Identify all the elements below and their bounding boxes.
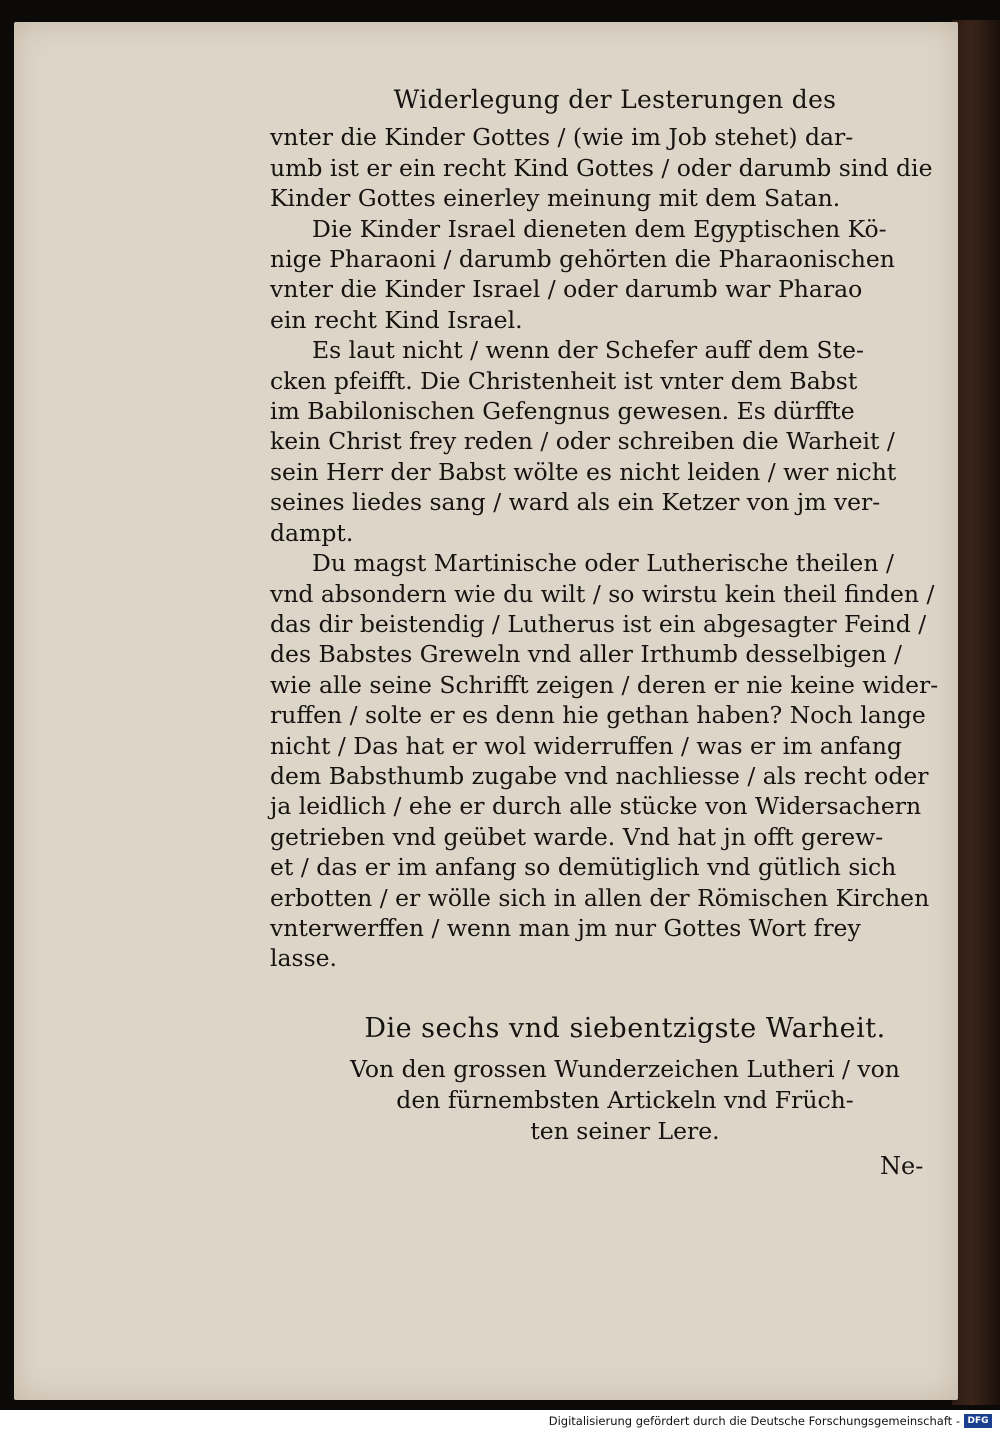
running-head: Widerlegung der Lesterungen des [393, 85, 837, 114]
text-line: das dir beistendig / Lutherus ist ein abgesagter Feind / [270, 609, 927, 638]
text-line: lasse. [270, 944, 338, 973]
dfg-logo: DFG [964, 1414, 992, 1428]
subtitle-line: ten seiner Lere. [530, 1117, 720, 1145]
catchword: Ne- [880, 1152, 924, 1180]
text-lines [270, 122, 960, 973]
text-line: vnterwerffen / wenn man jm nur Gottes Wort frey [270, 913, 861, 942]
text-line: Die Kinder Israel dieneten dem Egyptischen Kö- [312, 214, 887, 243]
text-line: dampt. [270, 518, 354, 547]
text-line: des Babstes Greweln vnd aller Irthumb desselbigen / [270, 640, 902, 669]
text-line: getrieben vnd geübet warde. Vnd hat jn offt gerew- [270, 822, 884, 851]
text-line: sein Herr der Babst wölte es nicht leiden / wer nicht [270, 457, 897, 486]
chapter-heading-block [300, 1012, 950, 1147]
chapter-subtitle [300, 1054, 950, 1147]
text-line: Kinder Gottes einerley meinung mit dem Satan. [270, 184, 841, 213]
text-line: Es laut nicht / wenn der Schefer auff dem Ste- [312, 336, 864, 365]
text-line: kein Christ frey reden / oder schreiben die Warheit / [270, 427, 895, 456]
text-line: ein recht Kind Israel. [270, 305, 523, 334]
text-line: nicht / Das hat er wol widerruffen / was er im anfang [270, 731, 902, 760]
text-line: seines liedes sang / ward als ein Ketzer von jm ver- [270, 488, 881, 517]
text-line: erbotten / er wölle sich in allen der Römischen Kirchen [270, 883, 930, 912]
text-line: dem Babsthumb zugabe vnd nachliesse / als recht oder [270, 761, 929, 790]
text-line: vnter die Kinder Gottes / (wie im Job stehet) dar- [270, 123, 854, 152]
text-line: ruffen / solte er es denn hie gethan haben? Noch lange [270, 701, 926, 730]
subtitle-line: den fürnembsten Artickeln vnd Früch- [396, 1086, 854, 1114]
text-line: umb ist er ein recht Kind Gottes / oder darumb sind die [270, 153, 933, 182]
subtitle-line: Von den grossen Wunderzeichen Lutheri / von [350, 1055, 900, 1083]
text-line: nige Pharaoni / darumb gehörten die Pharaonischen [270, 245, 895, 274]
text-line: vnter die Kinder Israel / oder darumb war Pharao [270, 275, 863, 304]
digitization-credit: Digitalisierung gefördert durch die Deutsche Forschungsgemeinschaft - [548, 1414, 960, 1428]
text-line: im Babilonischen Gefengnus gewesen. Es dürffte [270, 397, 855, 426]
text-line: wie alle seine Schrifft zeigen / deren er nie keine wider- [270, 670, 939, 699]
text-line: vnd absondern wie du wilt / so wirstu kein theil finden / [270, 579, 935, 608]
text-line: et / das er im anfang so demütiglich vnd gütlich sich [270, 853, 897, 882]
text-line: cken pfeifft. Die Christenheit ist vnter dem Babst [270, 366, 858, 395]
text-line: Du magst Martinische oder Lutherische theilen / [312, 549, 894, 578]
main-text [270, 85, 960, 974]
chapter-title: Die sechs vnd siebentzigste Warheit. [364, 1013, 886, 1044]
text-line: ja leidlich / ehe er durch alle stücke von Widersachern [270, 792, 922, 821]
